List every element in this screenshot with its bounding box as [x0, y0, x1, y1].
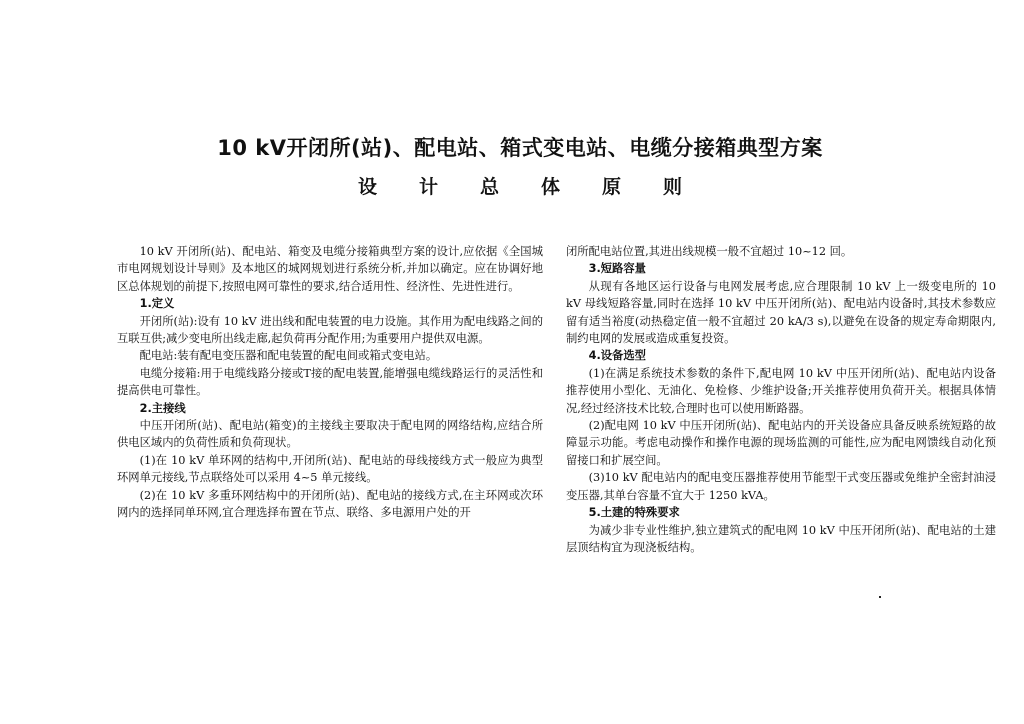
main-wiring-continuation: 闭所配电站位置,其进出线规模一般不宜超过 10~12 回。 [566, 245, 853, 258]
left-column [117, 243, 543, 522]
document-title: 10 kV开闭所(站)、配电站、箱式变电站、电缆分接箱典型方案 [217, 136, 823, 160]
section-heading-short-circuit: 3.短路容量 [588, 262, 646, 276]
scan-speck [879, 596, 881, 598]
section-heading-civil: 5.土建的特殊要求 [588, 506, 680, 520]
equipment-item-2: (2)配电网 10 kV 中压开闭所(站)、配电站内的开关设备应具备反映系统短路的故障显示功能。考虑电动操作和操作电源的现场监测的可能性,应为配电网馈线自动化预留接口和扩展空间。 [566, 419, 996, 467]
right-column [566, 243, 996, 556]
short-circuit-paragraph: 从现有各地区运行设备与电网发展考虑,应合理限制 10 kV 上一级变电所的 10 kV 母线短路容量,同时在选择 10 kV 中压开闭所(站)、配电站内设备时,其技术参数应留有适当裕度(动热稳定值一般不宜超过 20 kA/3 s),以避免在设备的规定寿命期限内,制约电网的发展或造成重复投资。 [566, 279, 996, 346]
document-subtitle: 设计总体原则 [357, 176, 724, 198]
section-heading-equipment: 4.设备选型 [588, 349, 646, 363]
main-wiring-item-1: (1)在 10 kV 单环网的结构中,开闭所(站)、配电站的母线接线方式一般应为典型环网单元接线,节点联络处可以采用 4~5 单元接线。 [117, 453, 543, 485]
definition-cable-branch-box: 电缆分接箱:用于电缆线路分接或T接的配电装置,能增强电缆线路运行的灵活性和提高供电可靠性。 [117, 366, 543, 398]
main-wiring-paragraph: 中压开闭所(站)、配电站(箱变)的主接线主要取决于配电网的网络结构,应结合所供电区域内的负荷性质和负荷现状。 [117, 419, 543, 450]
section-heading-definition: 1.定义 [139, 297, 175, 311]
main-wiring-item-2: (2)在 10 kV 多重环网结构中的开闭所(站)、配电站的接线方式,在主环网或次环网内的选择同单环网,宜合理选择布置在节点、联络、多电源用户处的开 [117, 488, 543, 520]
equipment-item-3: (3)10 kV 配电站内的配电变压器推荐使用节能型干式变压器或免维护全密封油浸变压器,其单台容量不宜大于 1250 kVA。 [566, 471, 996, 502]
equipment-item-1: (1)在满足系统技术参数的条件下,配电网 10 kV 中压开闭所(站)、配电站内设备推荐使用小型化、无油化、免检修、少维护设备;开关推荐使用负荷开关。根据具体情况,经过经济技术比较,合理时也可以使用断路器。 [566, 366, 996, 415]
section-heading-main-wiring: 2.主接线 [139, 401, 186, 415]
intro-paragraph: 10 kV 开闭所(站)、配电站、箱变及电缆分接箱典型方案的设计,应依据《全国城市电网规划设计导则》及本地区的城网规划进行系统分析,并加以确定。应在协调好地区总体规划的前提下,按照电网可靠性的要求,结合适用性、经济性、先进性进行。 [117, 245, 543, 293]
civil-paragraph: 为减少非专业性维护,独立建筑式的配电网 10 kV 中压开闭所(站)、配电站的土建层顶结构宜为现浇板结构。 [566, 523, 996, 554]
definition-switching-station: 开闭所(站):设有 10 kV 进出线和配电装置的电力设施。其作用为配电线路之间的互联互供;减少变电所出线走廊,起负荷再分配作用;为重要用户提供双电源。 [117, 314, 543, 346]
definition-distribution-station: 配电站:装有配电变压器和配电装置的配电间或箱式变电站。 [139, 349, 438, 363]
